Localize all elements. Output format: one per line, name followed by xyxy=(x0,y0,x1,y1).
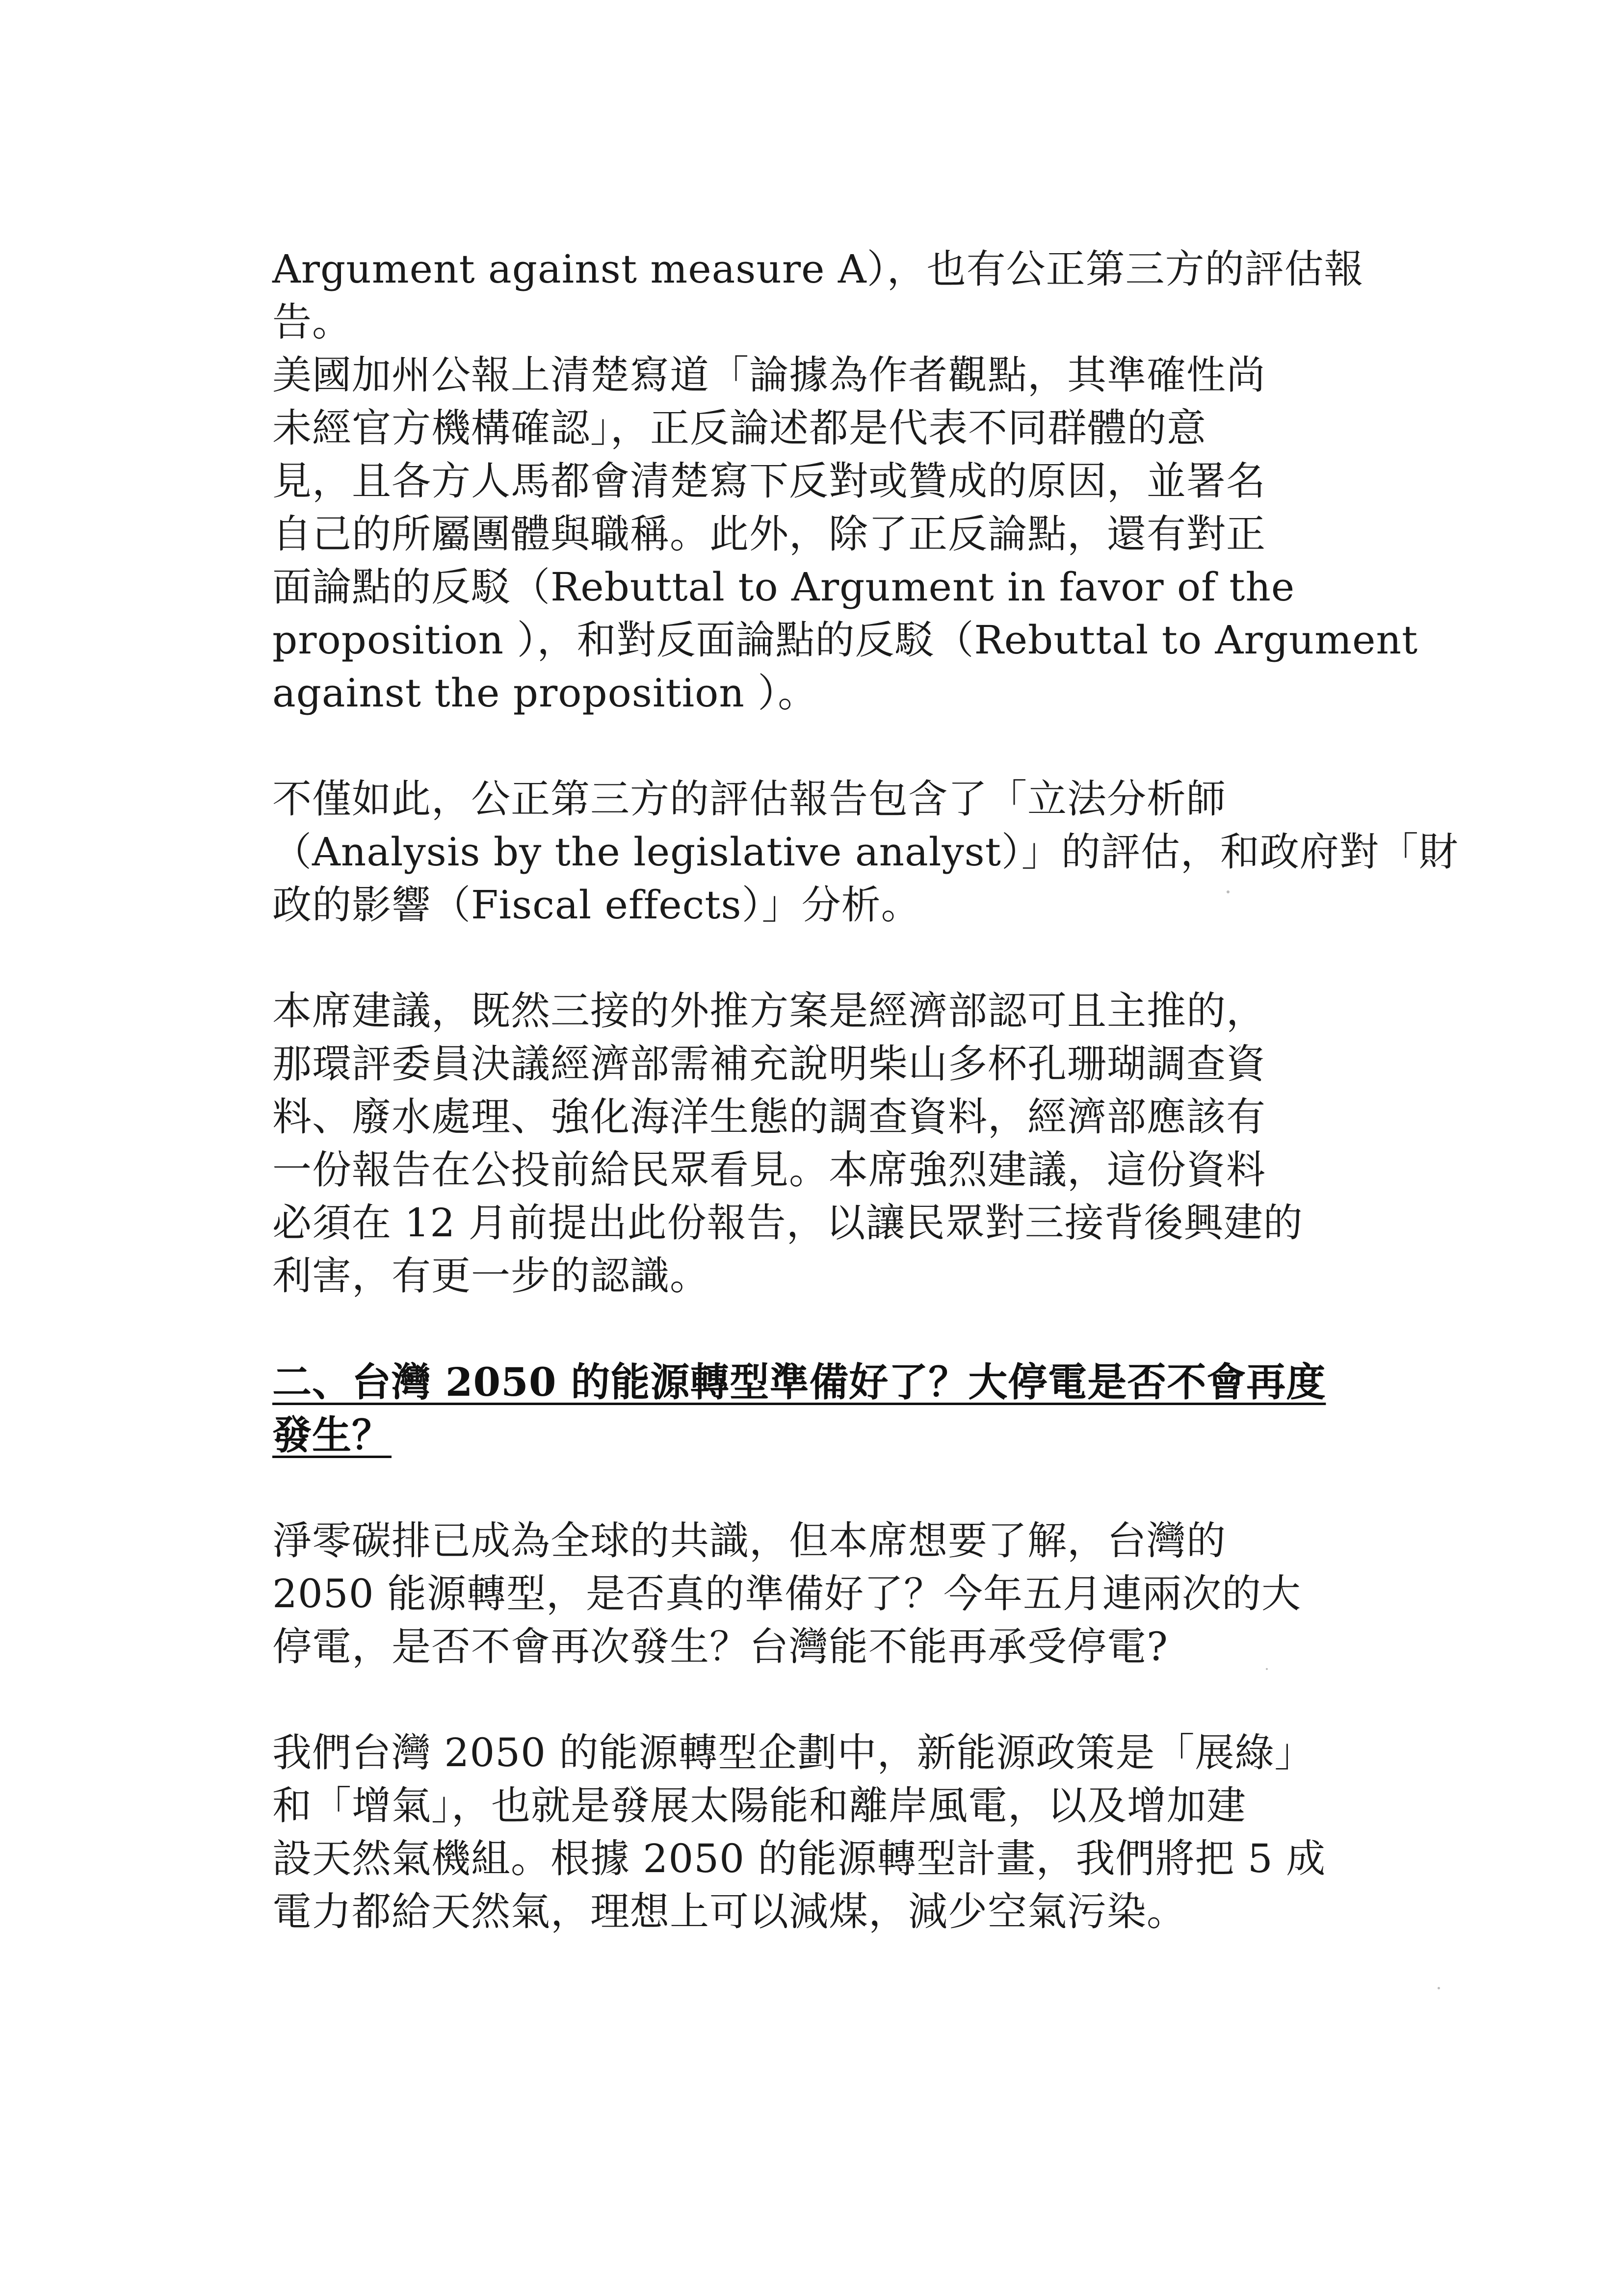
paragraph-recommendation xyxy=(272,985,1366,1303)
text-line: 設天然氣機組。根據 2050 的能源轉型計畫，我們將把 5 成 xyxy=(272,1836,1326,1881)
text-line: 和「增氣」，也就是發展太陽能和離岸風電，以及增加建 xyxy=(272,1783,1246,1828)
text-line: Argument against measure A），也有公正第三方的評估報 xyxy=(272,246,1364,292)
paragraph-spacer xyxy=(272,932,1366,985)
paragraph-argument-against xyxy=(272,243,1366,349)
scan-speck xyxy=(1438,1987,1440,1989)
heading-line: 二、台灣 2050 的能源轉型準備好了？大停電是否不會再度 xyxy=(272,1359,1326,1405)
text-line: 料、廢水處理、強化海洋生態的調查資料，經濟部應該有 xyxy=(272,1094,1266,1140)
text-line: 利害，有更一步的認識。 xyxy=(272,1253,709,1299)
text-line: 電力都給天然氣，理想上可以減煤，減少空氣污染。 xyxy=(272,1889,1186,1934)
text-line: 自己的所屬團體與職稱。此外，除了正反論點，還有對正 xyxy=(272,511,1266,557)
paragraph-third-party-report xyxy=(272,773,1459,932)
text-line: 停電，是否不會再次發生？台灣能不能再承受停電? xyxy=(272,1624,1168,1670)
text-line: 一份報告在公投前給民眾看見。本席強烈建議，這份資料 xyxy=(272,1147,1266,1193)
text-line: 那環評委員決議經濟部需補充說明柴山多杯孔珊瑚調查資 xyxy=(272,1041,1266,1087)
text-line: 本席建議，既然三接的外推方案是經濟部認可且主推的， xyxy=(272,988,1266,1034)
text-line: 我們台灣 2050 的能源轉型企劃中，新能源政策是「展綠」 xyxy=(272,1730,1314,1775)
scan-speck xyxy=(1227,890,1230,893)
paragraph-net-zero xyxy=(272,1514,1366,1673)
section-heading-energy-transition xyxy=(272,1356,1366,1461)
text-line: proposition ），和對反面論點的反駁（Rebuttal to Argument xyxy=(272,617,1418,663)
scan-speck xyxy=(1266,1668,1268,1670)
paragraph-spacer xyxy=(272,1461,1366,1514)
text-line: 未經官方機構確認」，正反論述都是代表不同群體的意 xyxy=(272,405,1206,451)
text-line: （Analysis by the legislative analyst）」的評估，和政府對「財 xyxy=(272,829,1459,875)
text-line: 淨零碳排已成為全球的共識，但本席想要了解，台灣的 xyxy=(272,1518,1226,1564)
paragraph-spacer xyxy=(272,1303,1366,1356)
text-line: against the proposition ）。 xyxy=(272,670,818,716)
paragraph-energy-plan xyxy=(272,1726,1366,1938)
text-line: 美國加州公報上清楚寫道「論據為作者觀點，其準確性尚 xyxy=(272,352,1266,398)
text-line: 政的影響（Fiscal effects）」分析。 xyxy=(272,882,921,928)
text-line: 必須在 12 月前提出此份報告，以讓民眾對三接背後興建的 xyxy=(272,1200,1303,1246)
heading-line: 發生？ xyxy=(272,1412,392,1458)
text-line: 見，且各方人馬都會清楚寫下反對或贊成的原因，並署名 xyxy=(272,458,1266,504)
document-body xyxy=(272,243,1459,1938)
paragraph-spacer xyxy=(272,720,1366,773)
paragraph-california-bulletin xyxy=(272,349,1418,720)
text-line: 告。 xyxy=(272,299,352,345)
text-line: 2050 能源轉型，是否真的準備好了？今年五月連兩次的大 xyxy=(272,1571,1302,1617)
paragraph-spacer xyxy=(272,1673,1366,1726)
text-line: 不僅如此，公正第三方的評估報告包含了「立法分析師 xyxy=(272,776,1226,822)
text-line: 面論點的反駁（Rebuttal to Argument in favor of the xyxy=(272,564,1295,610)
